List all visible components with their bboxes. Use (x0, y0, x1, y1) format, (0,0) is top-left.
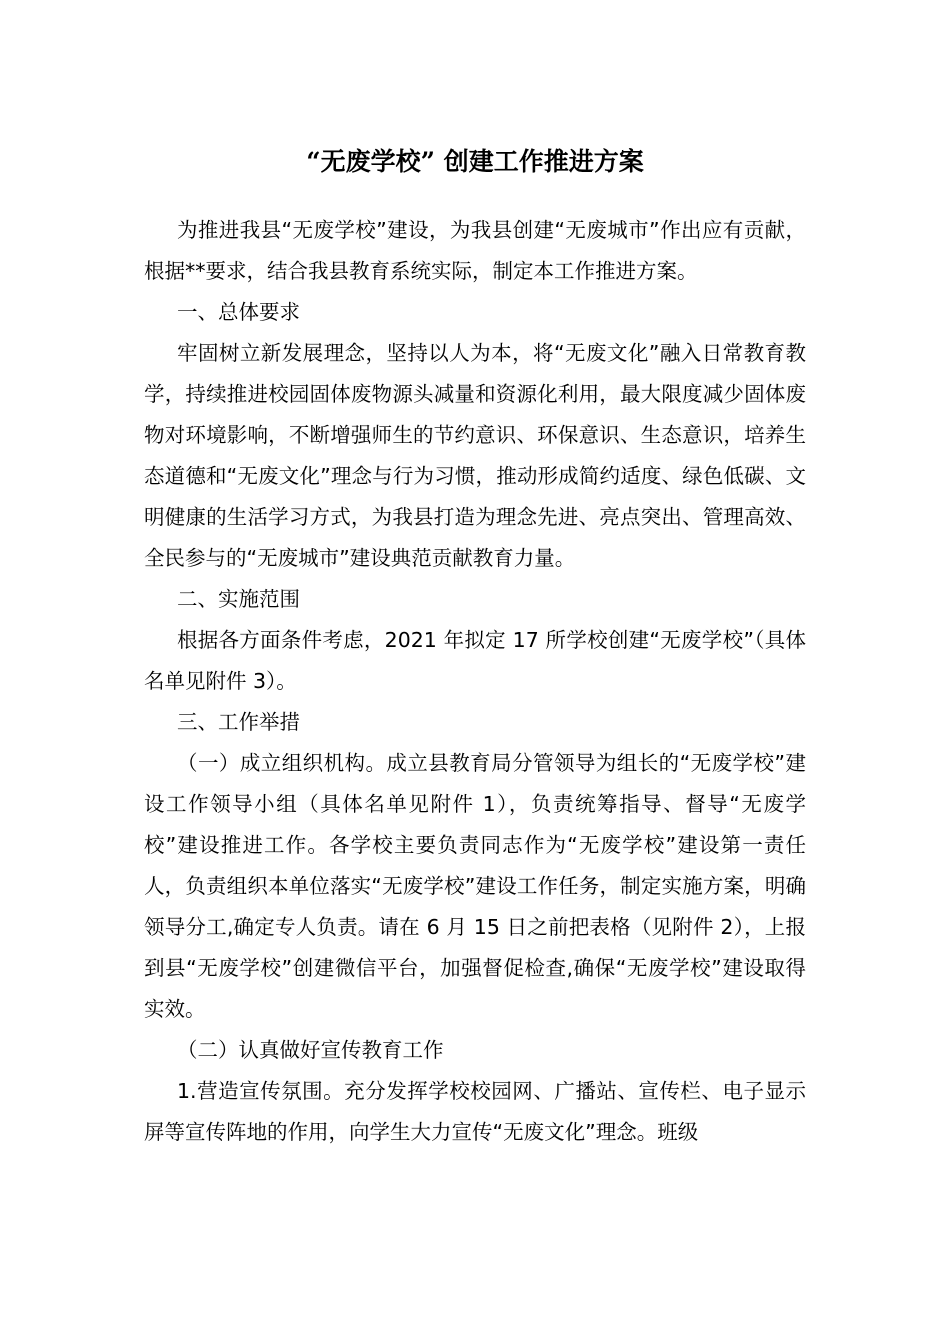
subheading-publicity-education: （二）认真做好宣传教育工作 (177, 1038, 444, 1062)
document-body (144, 210, 806, 1153)
general-requirements-paragraph: 牢固树立新发展理念，坚持以人为本，将“无废文化”融入日常教育教学，持续推进校园固体废物源头减量和资源化利用，最大限度减少固体废物对环境影响，不断增强师生的节约意识、环保意识、生态意识，培养生态道德和“无废文化”理念与行为习惯，推动形成简约适度、绿色低碳、文明健康的生活学习方式，为我县打造为理念先进、亮点突出、管理高效、全民参与的“无废城市”建设典范贡献教育力量。 (144, 341, 806, 570)
document-title: “无废学校” 创建工作推进方案 (306, 147, 644, 176)
scope-paragraph: 根据各方面条件考虑，2021 年拟定 17 所学校创建“无废学校”（具体名单见附件 3）。 (144, 628, 806, 693)
section-heading-general-requirements: 一、总体要求 (177, 300, 300, 324)
section-heading-scope: 二、实施范围 (177, 587, 300, 611)
organization-paragraph: （一）成立组织机构。成立县教育局分管领导为组长的“无废学校”建设工作领导小组（具体名单见附件 1），负责统筹指导、督导“无废学校”建设推进工作。各学校主要负责同志作为“无废学校”建设第一责任人，负责组织本单位落实“无废学校”建设工作任务，制定实施方案，明确领导分工,确定专人负责。请在 6 月 15 日之前把表格（见附件 2），上报到县“无废学校”创建微信平台，加强督促检查,确保“无废学校”建设取得实效。 (144, 751, 806, 1021)
intro-paragraph: 为推进我县“无废学校”建设，为我县创建“无废城市”作出应有贡献，根据**要求，结合我县教育系统实际，制定本工作推进方案。 (144, 218, 806, 283)
section-heading-measures: 三、工作举措 (177, 710, 300, 734)
publicity-paragraph: 1.营造宣传氛围。充分发挥学校校园网、广播站、宣传栏、电子显示屏等宣传阵地的作用，向学生大力宣传“无废文化”理念。班级 (144, 1079, 806, 1144)
